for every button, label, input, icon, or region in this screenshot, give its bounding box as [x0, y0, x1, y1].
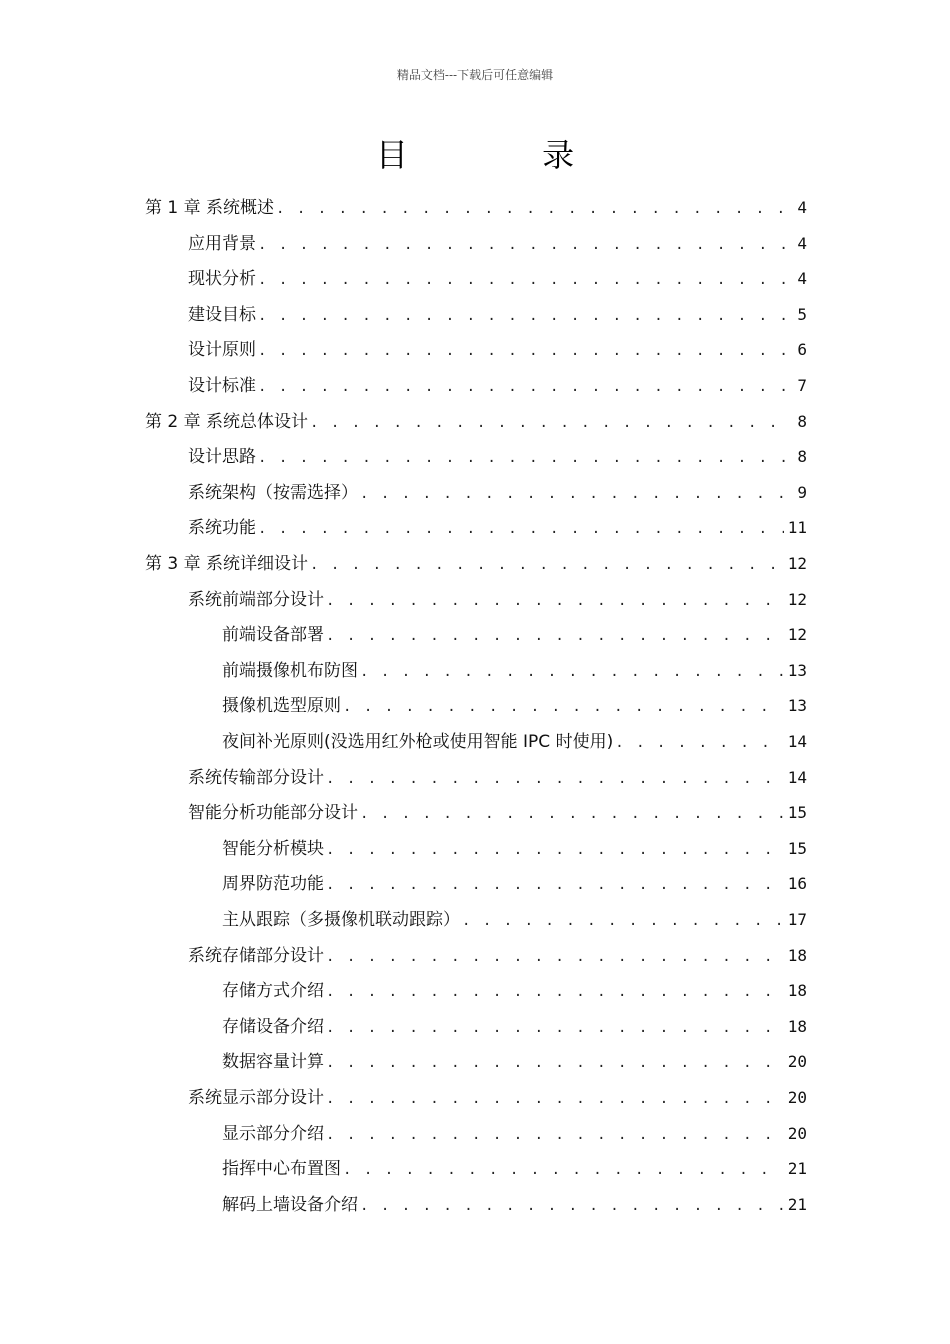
toc-page-number: 15: [787, 803, 807, 823]
toc-entry-label: 周界防范功能: [222, 874, 324, 895]
toc-entry[interactable]: [222, 1116, 807, 1152]
toc-entry-label: 前端设备部署: [222, 625, 324, 646]
page-title: 目 录: [375, 136, 637, 174]
toc-page-number: 20: [787, 1123, 807, 1143]
toc-entry-label: 系统存储部分设计: [188, 945, 324, 966]
toc-page-number: 11: [787, 518, 807, 538]
toc-entry-label: 显示部分介绍: [222, 1123, 324, 1144]
toc-page-number: 21: [787, 1159, 807, 1179]
toc-dot-leader: [326, 832, 784, 868]
toc-entry[interactable]: [188, 1080, 807, 1116]
toc-entry[interactable]: [222, 973, 807, 1009]
toc-entry[interactable]: [222, 1151, 807, 1187]
toc-entry-label: 建设目标: [188, 304, 256, 325]
toc-entry-label: 存储方式介绍: [222, 981, 324, 1002]
toc-page-number: 13: [787, 660, 807, 680]
toc-entry[interactable]: [222, 902, 807, 938]
toc-page-number: 16: [787, 874, 807, 894]
toc-entry-label: 系统显示部分设计: [188, 1088, 324, 1108]
toc-page-number: 20: [787, 1052, 807, 1072]
toc-entry[interactable]: [145, 404, 807, 440]
toc-entry[interactable]: [188, 938, 807, 974]
toc-page-number: 4: [797, 198, 807, 217]
toc-dot-leader: [310, 405, 793, 441]
toc-entry-label: 现状分析: [188, 269, 256, 290]
toc-dot-leader: [310, 547, 784, 583]
toc-dot-leader: [258, 511, 784, 547]
toc-entry-label: 应用背景: [188, 233, 256, 254]
toc-dot-leader: [258, 227, 793, 263]
toc-entry-label: 系统前端部分设计: [188, 589, 324, 610]
toc-page-number: 17: [787, 910, 807, 929]
toc-entry[interactable]: [222, 617, 807, 653]
toc-entry-label: 存储设备介绍: [222, 1016, 324, 1037]
toc-entry-label: 智能分析功能部分设计: [188, 803, 358, 824]
toc-entry[interactable]: [188, 261, 807, 297]
toc-entry[interactable]: [222, 1187, 807, 1223]
toc-entry-label: 第 2 章 系统总体设计: [145, 411, 309, 432]
toc-page-number: 6: [797, 340, 807, 360]
toc-dot-leader: [326, 974, 784, 1010]
toc-dot-leader: [258, 262, 793, 298]
toc-entry[interactable]: [145, 190, 807, 226]
toc-entry[interactable]: [222, 688, 807, 724]
toc-entry[interactable]: [188, 297, 807, 333]
toc-page-number: 21: [787, 1194, 807, 1214]
toc-entry-label: 解码上墙设备介绍: [222, 1194, 358, 1215]
toc-entry-label: 主从跟踪（多摄像机联动跟踪）: [222, 910, 460, 930]
toc-entry-label: 第 3 章 系统详细设计: [145, 554, 309, 574]
toc-dot-leader: [326, 1045, 784, 1081]
toc-dot-leader: [615, 725, 784, 761]
toc-page-number: 5: [797, 304, 807, 324]
page-header: 精品文档---下载后可任意编辑: [396, 68, 554, 82]
toc-dot-leader: [360, 654, 784, 690]
toc-entry[interactable]: [188, 368, 807, 404]
toc-dot-leader: [343, 1152, 784, 1188]
toc-page-number: 8: [797, 411, 807, 431]
toc-entry[interactable]: [188, 332, 807, 368]
toc-entry[interactable]: [222, 1044, 807, 1080]
toc-page-number: 9: [797, 482, 807, 502]
toc-page-number: 18: [787, 1016, 807, 1036]
toc-entry-label: 前端摄像机布防图: [222, 660, 358, 681]
toc-page-number: 4: [797, 269, 807, 289]
toc-entry-label: 指挥中心布置图: [222, 1159, 341, 1180]
toc-entry[interactable]: [188, 795, 807, 831]
toc-entry[interactable]: [188, 475, 807, 511]
toc-entry-label: 系统传输部分设计: [188, 767, 324, 788]
toc-entry-label: 设计思路: [188, 447, 256, 468]
toc-dot-leader: [360, 476, 793, 512]
toc-page-number: 4: [797, 233, 807, 253]
toc-dot-leader: [258, 369, 793, 405]
toc-dot-leader: [258, 440, 793, 476]
toc-page-number: 13: [787, 696, 807, 716]
toc-page-number: 12: [787, 589, 807, 609]
toc-page-number: 14: [787, 732, 807, 751]
toc-dot-leader: [326, 583, 784, 619]
toc-entry[interactable]: [222, 1009, 807, 1045]
toc-entry[interactable]: [222, 653, 807, 689]
toc-entry-label: 数据容量计算: [222, 1052, 324, 1073]
toc-dot-leader: [258, 298, 793, 334]
toc-page-number: 8: [797, 447, 807, 467]
toc-entry-label: 设计原则: [188, 340, 256, 361]
toc-dot-leader: [326, 867, 784, 903]
toc-page-number: 12: [787, 554, 807, 573]
toc-page-number: 18: [787, 945, 807, 965]
toc-dot-leader: [326, 939, 784, 975]
toc-dot-leader: [276, 191, 793, 227]
toc-entry[interactable]: [188, 510, 807, 546]
toc-page-number: 12: [787, 625, 807, 645]
toc-page-number: 14: [787, 767, 807, 787]
toc-entry-label: 智能分析模块: [222, 838, 324, 859]
toc-page-number: 20: [787, 1088, 807, 1107]
toc-entry-label: 系统功能: [188, 518, 256, 539]
toc-entry[interactable]: [188, 582, 807, 618]
toc-dot-leader: [326, 618, 784, 654]
toc-entry-label: 摄像机选型原则: [222, 696, 341, 717]
toc-entry[interactable]: [222, 831, 807, 867]
toc-page-number: 15: [787, 838, 807, 858]
toc-dot-leader: [360, 1188, 784, 1224]
toc-entry[interactable]: [188, 760, 807, 796]
toc-dot-leader: [326, 1010, 784, 1046]
toc-entry[interactable]: [145, 546, 807, 582]
toc-dot-leader: [326, 761, 784, 797]
toc-dot-leader: [343, 689, 784, 725]
toc-entry[interactable]: [222, 724, 807, 760]
toc-dot-leader: [360, 796, 784, 832]
toc-dot-leader: [258, 333, 793, 369]
toc-entry-label: 系统架构（按需选择）: [188, 482, 358, 503]
toc-entry-label: 第 1 章 系统概述: [145, 198, 275, 218]
toc-entry[interactable]: [188, 226, 807, 262]
toc-dot-leader: [326, 1081, 784, 1117]
toc-dot-leader: [326, 1117, 784, 1153]
toc-dot-leader: [462, 903, 784, 939]
toc-page-number: 7: [797, 376, 807, 395]
toc-entry-label: 夜间补光原则(没选用红外枪或使用智能 IPC 时使用): [222, 732, 614, 752]
toc-entry-label: 设计标准: [188, 376, 256, 396]
toc-page-number: 18: [787, 981, 807, 1001]
toc-entry[interactable]: [222, 866, 807, 902]
toc-entry[interactable]: [188, 439, 807, 475]
